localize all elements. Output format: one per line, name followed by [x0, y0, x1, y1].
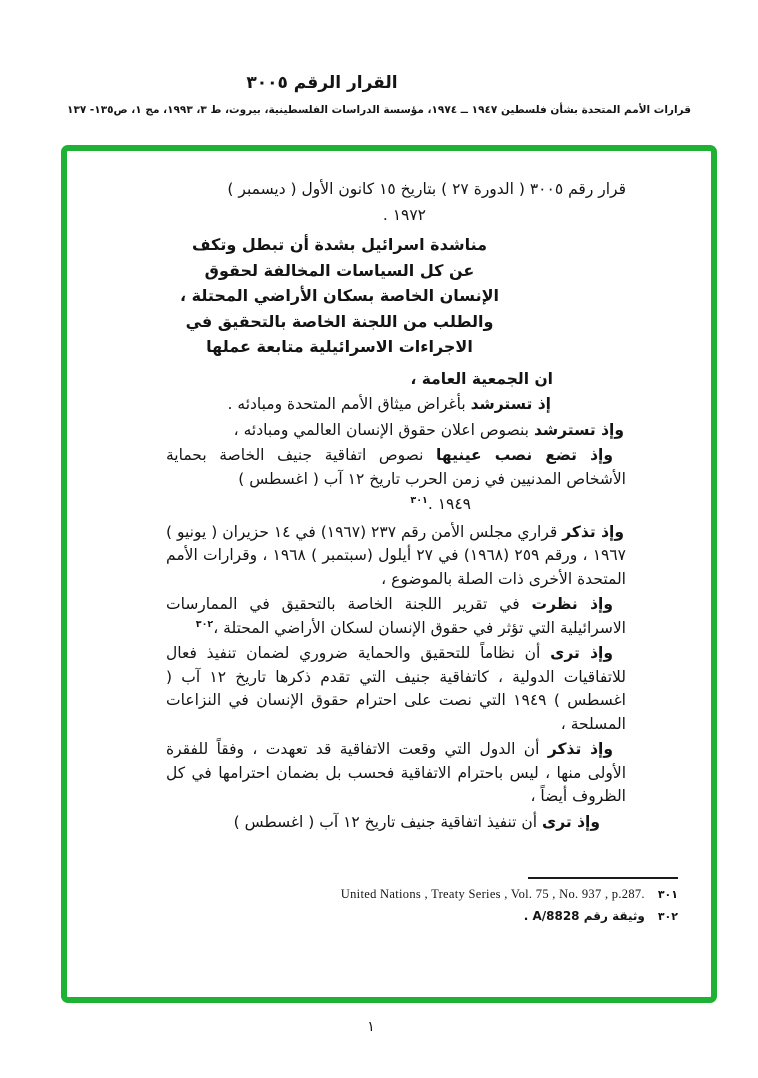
paragraph-lead: وإذ تسترشد	[533, 420, 624, 439]
footnote-separator	[528, 877, 678, 879]
resolution-body	[166, 178, 626, 836]
paragraph-text: أن نظاماً للتحقيق والحماية ضروري لضمان تنفيذ فعال للاتفاقيات الدولية ، كاتفاقية جنيف التي تقدم ذكرها تاريخ ١٢ آب ( اغسطس ) ١٩٤٩ التي نصت على احترام حقوق الإنسان في النزاعات المسلحة ،	[166, 644, 626, 733]
opening-line: ان الجمعية العامة ،	[410, 369, 553, 388]
subject-line: الاجراءات الاسرائيلية متابعة عملها	[206, 337, 473, 356]
paragraph-text: بأغراض ميثاق الأمم المتحدة ومبادئه .	[227, 395, 471, 413]
paragraph-text: في تقرير اللجنة الخاصة بالتحقيق في الممارسات الاسرائيلية التي تؤثر في حقوق الإنسان لسكان الأراضي المحتلة ،	[166, 595, 626, 637]
preamble-paragraph	[166, 444, 626, 491]
preamble-paragraph	[166, 642, 626, 736]
source-citation: قرارات الأمم المتحدة بشأن فلسطين ١٩٤٧ ــ ١٩٧٤، مؤسسة الدراسات الفلسطينية، بيروت، ط ٣، ١٩٩٣، مج ١، ص١٣٥- ١٣٧	[67, 104, 691, 116]
preamble-paragraph	[166, 738, 626, 809]
year-text: ١٩٤٩ .	[427, 495, 471, 513]
preamble-paragraph	[166, 419, 626, 443]
year-continuation-line	[166, 493, 626, 517]
footnotes-section	[258, 877, 678, 930]
subject-line: مناشدة اسرائيل بشدة أن تبطل وتكف	[191, 235, 488, 254]
paragraph-lead: وإذ تذكر	[562, 522, 624, 541]
preamble-paragraph	[166, 811, 626, 835]
subject-line: الإنسان الخاصة بسكان الأراضي المحتلة ،	[180, 286, 499, 305]
paragraph-lead: إذ تسترشد	[470, 395, 551, 413]
resolution-date-line: قرار رقم ٣٠٠٥ ( الدورة ٢٧ ) بتاريخ ١٥ كانون الأول ( ديسمبر )	[227, 180, 626, 198]
resolution-subject	[166, 232, 513, 360]
content-frame	[61, 145, 717, 1003]
preamble-paragraph	[166, 521, 626, 592]
preamble-paragraph	[166, 593, 626, 640]
footnote-text: وثيقة رقم A/8828 .	[523, 909, 645, 923]
footnote-text: United Nations , Treaty Series , Vol. 75 , No. 937 , p.287.	[340, 887, 645, 901]
page-number: ١	[367, 1019, 375, 1035]
paragraph-text: أن الدول التي وقعت الاتفاقية قد تعهدت ، وفقاً للفقرة الأولى منها ، ليس باحترام الاتفاقية فحسب بل بضمان احترامها في كل الظروف أيضاً ،	[166, 740, 626, 805]
footnote	[258, 909, 678, 923]
footnote	[258, 887, 678, 902]
paragraph-text: نصوص اتفاقية جنيف الخاصة بحماية الأشخاص المدنيين في زمن الحرب تاريخ ١٢ آب ( اغسطس )	[166, 446, 626, 488]
footnote-number: ٣٠٢	[657, 910, 678, 923]
paragraph-lead: وإذ ترى	[550, 644, 613, 662]
footnote-ref: ٣٠١	[410, 494, 428, 506]
paragraph-lead: وإذ ترى	[542, 812, 600, 831]
page-title: القرار الرقم ٣٠٠٥	[246, 73, 398, 93]
paragraph-text: بنصوص اعلان حقوق الإنسان العالمي ومبادئه ،	[233, 420, 534, 439]
subject-line: عن كل السياسات المخالفة لحقوق	[204, 260, 475, 280]
paragraph-lead: وإذ تضع نصب عينيها	[436, 446, 613, 464]
paragraph-lead: وإذ نظرت	[531, 595, 613, 613]
subject-line: والطلب من اللجنة الخاصة بالتحقيق في	[185, 311, 494, 331]
preamble-paragraph	[166, 393, 626, 417]
paragraph-text: قراري مجلس الأمن رقم ٢٣٧ (١٩٦٧) في ١٤ حزيران ( يونيو ) ١٩٦٧ ، ورقم ٢٥٩ (١٩٦٨) في ٢٧ أيلول (سبتمبر ) ١٩٦٨ ، وقرارات الأمم المتحدة الأخرى ذات الصلة بالموضوع ،	[166, 522, 627, 588]
paragraph-text: أن تنفيذ اتفاقية جنيف تاريخ ١٢ آب ( اغسطس )	[233, 812, 543, 831]
resolution-year-continuation: ١٩٧٢ .	[382, 205, 426, 224]
footnote-ref: ٣٠٢	[195, 618, 214, 630]
paragraph-lead: وإذ تذكر	[547, 740, 613, 758]
footnote-number: ٣٠١	[657, 888, 678, 901]
